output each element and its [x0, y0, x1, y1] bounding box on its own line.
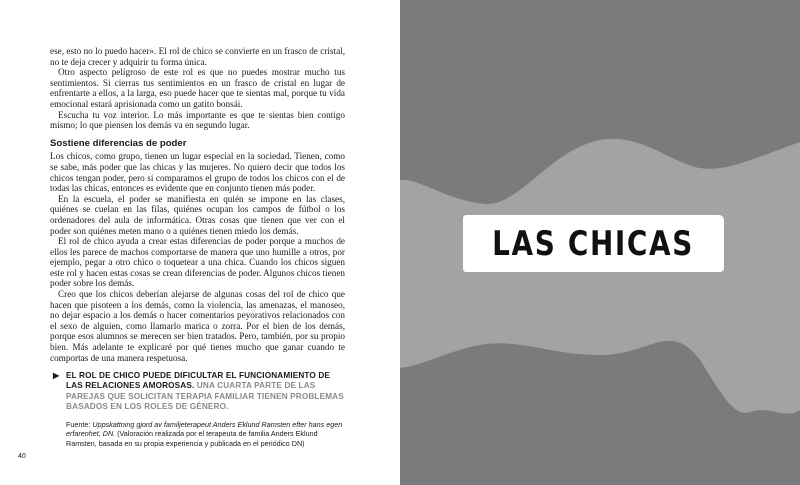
paragraph: Los chicos, como grupo, tienen un lugar especial en la sociedad. Tienen, como se sabe, más poder que las chicas y las mujeres. No quiero decir que todos los chicos tengan poder, pero si comparamos el grupo de todos los chicos con el de todas las chicas, entonces es evidente que en conjunto tienen más poder. [50, 151, 345, 194]
section-heading: Sostiene diferencias de poder [50, 137, 187, 149]
paragraph: Creo que los chicos deberían alejarse de algunas cosas del rol de chico que hacen que pisoteen a los demás, como la violencia, las amenazas, el manoseo, no dejar espacio a los demás o hacer comentarios peyorativos relacionados con el sexo de alguien, como llamarlo marica o zorra. Por el bien de los demás, porque esos alumnos se merecen ser bien tratados. Pero, también, por su propio bien. Más adelante te explicaré por qué tienes mucho que ganar cuando te comportas de una manera respetuosa. [50, 289, 345, 363]
paragraph: El rol de chico ayuda a crear estas diferencias de poder porque a muchos de ellos les parece de machos comportarse de manera que uno humille a otros, por ejemplo, pegar a otro chico o toquetear a una chica. Cuando los chicos siguen este rol y hacen estas cosas se crean diferencias de poder. Algunos chicos tienen poder sobre los demás. [50, 236, 345, 289]
page-number: 40 [18, 453, 26, 460]
fact-callout [50, 371, 345, 412]
chapter-title: LAS CHICAS [492, 223, 695, 264]
source-translation: (Valoración realizada por el terapeuta de familia Anders Eklund Ramsten, basada en su propia experiencia y publicada en el periódico DN) [66, 429, 318, 448]
source-title: Uppskattning gjord av familjeterapeut Anders Eklund Ramsten efter hans egen erfarenhet, DN. [66, 420, 343, 439]
callout-dark-text: EL ROL DE CHICO PUEDE DIFICULTAR EL FUNCIONAMIENTO DE LAS RELACIONES AMOROSAS. [66, 371, 331, 391]
paragraph: ese, esto no lo puedo hacer». El rol de chico se convierte en un frasco de cristal, no te deja crecer y adquirir tu forma única. [50, 46, 345, 67]
right-page [400, 0, 800, 485]
paragraph: Otro aspecto peligroso de este rol es que no puedes mostrar mucho tus sentimientos. Si cierras tus sentimientos en un frasco de cristal en lugar de enfrentarte a ellos, a la larga, eso puede hacer que te sientas mal, porque tu vida emocional estará aprisionada como un gatito bonsái. [50, 67, 345, 109]
source-prefix: Fuente: [66, 420, 93, 430]
callout-grey-text: UNA CUARTA PARTE DE LAS PAREJAS QUE SOLICITAN TERAPIA FAMILIAR TIENEN PROBLEMAS BASADOS EN LOS ROLES DE GÉNERO. [66, 381, 344, 411]
title-banner [463, 215, 724, 272]
arrow-icon: ▶ [53, 371, 60, 381]
paragraph: En la escuela, el poder se manifiesta en quién se impone en las clases, quiénes se cuelan en las filas, quiénes ocupan los campos de fútbol o los ordenadores del aula de informática. Otras cosas que tienen que ver con el poder son quiénes meten mano o a quiénes tienen miedo los demás. [50, 193, 345, 236]
blob-path [400, 139, 800, 414]
source-note [50, 420, 345, 448]
body-text-column [50, 46, 345, 448]
paragraph: Escucha tu voz interior. Lo más importante es que te sientas bien contigo mismo; lo que piensen los demás va en segundo lugar. [50, 109, 345, 131]
